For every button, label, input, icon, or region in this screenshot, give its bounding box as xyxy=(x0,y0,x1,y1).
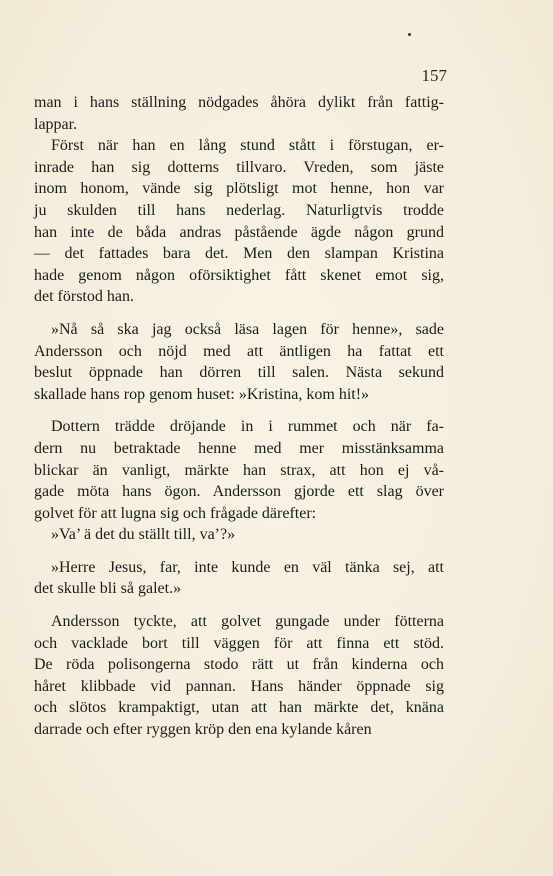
text-line: och vacklade bort till väggen för att finna ett stöd. xyxy=(34,634,444,652)
paragraph xyxy=(34,524,444,546)
text-line: Först när han en lång stund stått i förstugan, er- xyxy=(51,137,444,155)
text-line: lappar. xyxy=(34,115,78,133)
text-line: och slötos krampaktigt, utan att han märkte det, knäna xyxy=(34,699,444,717)
page-number: 157 xyxy=(421,66,447,85)
text-line: det skulle bli så galet.» xyxy=(34,580,182,598)
text-line: det förstod han. xyxy=(34,288,134,306)
text-line: — det fattades bara det. Men den slampan Kristina xyxy=(34,245,444,263)
text-line: dern nu betraktade henne med mer misstänksamma xyxy=(34,439,444,457)
text-line: Dottern trädde dröjande in i rummet och när fa- xyxy=(51,418,444,436)
text-line: »Nå så ska jag också läsa lagen för henne», sade xyxy=(51,320,444,338)
paragraph xyxy=(34,416,444,524)
text-line: beslut öppnade han dörren till salen. Nästa sekund xyxy=(34,364,444,382)
paragraph xyxy=(34,319,444,405)
text-line: håret klibbade vid pannan. Hans händer öppnade sig xyxy=(34,677,444,695)
text-line: golvet för att lugna sig och frågade därefter: xyxy=(34,504,317,522)
text-line: »Va’ ä det du ställt till, va’?» xyxy=(51,526,236,544)
text-line: han inte de båda andras påstående ägde någon grund xyxy=(34,223,444,241)
text-line: man i hans ställning nödgades åhöra dylikt från fattig- xyxy=(34,94,444,111)
text-line: inom honom, vände sig plötsligt mot henne, hon var xyxy=(34,180,444,198)
text-line: De röda polisongerna stodo rätt ut från kinderna och xyxy=(34,656,444,674)
paragraph xyxy=(34,92,444,135)
text-line: Andersson och nöjd med att äntligen ha fattat ett xyxy=(34,342,444,360)
text-line: inrade han sig dotterns tillvaro. Vreden, som jäste xyxy=(34,158,444,176)
text-line: gade möta hans ögon. Andersson gjorde ett slag över xyxy=(34,483,444,501)
text-line: darrade och efter ryggen kröp den ena kylande kåren xyxy=(34,721,372,739)
text-line: Andersson tyckte, att golvet gungade under fötterna xyxy=(51,613,444,631)
text-line: blickar än vanligt, märkte han strax, att hon ej vå- xyxy=(34,461,444,479)
text-line: »Herre Jesus, far, inte kunde en väl tänka sej, att xyxy=(51,558,444,576)
paragraph xyxy=(34,557,444,600)
body-text xyxy=(34,92,444,741)
paper-speck xyxy=(408,33,411,36)
paragraph xyxy=(34,611,444,741)
text-line: ju skulden till hans nederlag. Naturligtvis trodde xyxy=(34,201,444,219)
text-line: skallade hans rop genom huset: »Kristina, kom hit!» xyxy=(34,385,370,403)
text-line: hade genom någon oförsiktighet fått skenet emot sig, xyxy=(34,266,444,284)
paragraph xyxy=(34,135,444,308)
